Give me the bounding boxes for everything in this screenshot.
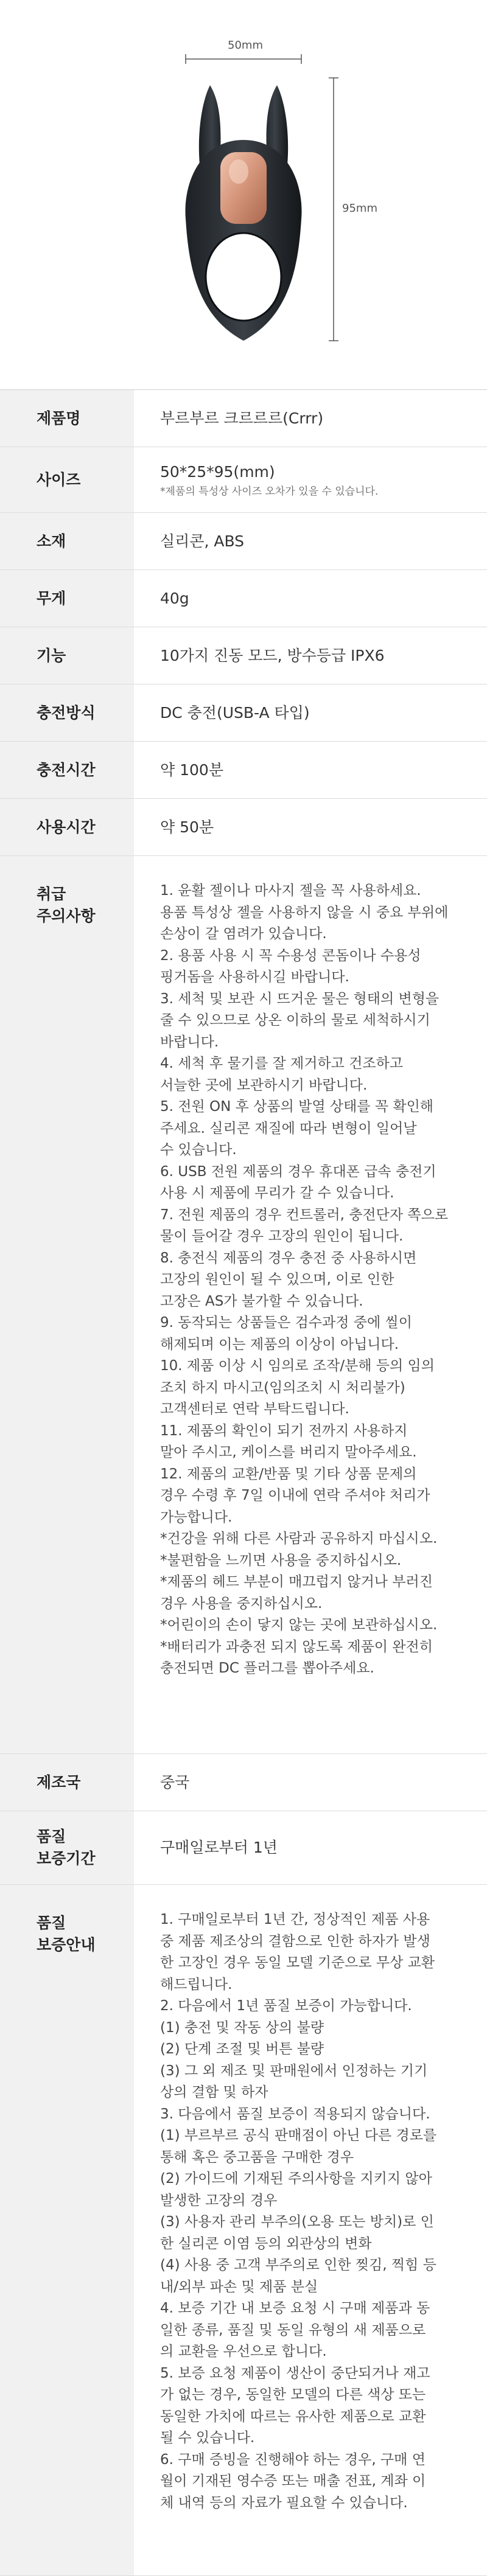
text-line: 5. 전원 ON 후 상품의 발열 상태를 꼭 확인해 (160, 1099, 434, 1115)
text-line: 가능합니다. (160, 1509, 233, 1525)
text-line: *어린이의 손이 닿지 않는 곳에 보관하십시오. (160, 1617, 438, 1633)
text-line: 경우 수령 후 7일 이내에 연락 주셔야 처리가 (160, 1488, 430, 1503)
text-line: 중 제품 제조상의 결함으로 인한 하자가 발생 (160, 1933, 430, 1949)
spec-label: 충전방식 (0, 684, 134, 741)
text-line: 5. 보증 요청 제품이 생산이 중단되거나 재고 (160, 2365, 430, 2381)
spec-value: 10가지 진동 모드, 방수등급 IPX6 (160, 646, 385, 664)
text-line: 10. 제품 이상 시 임의로 조작/분해 등의 임의 (160, 1358, 435, 1374)
text-line: (1) 충전 및 작동 상의 불량 (160, 2019, 324, 2036)
text-line: 해드립니다. (160, 1976, 233, 1993)
text-line: 월이 기재된 영수증 또는 매출 전표, 계좌 이 (160, 2473, 426, 2489)
warranty-info-label (0, 1885, 134, 2575)
text-line: 가 없는 경우, 동일한 모델의 다른 색상 또는 (160, 2387, 426, 2403)
spec-value: 중국 (160, 1773, 190, 1791)
text-line: (1) 부르부르 공식 판매점이 아닌 다른 경로를 (160, 2128, 437, 2143)
text-line: 고객센터로 연락 부탁드립니다. (160, 1401, 349, 1417)
text-line: 11. 제품의 확인이 되기 전까지 사용하지 (160, 1422, 408, 1439)
text-line: 동일한 가치에 따르는 유사한 제품으로 교환 (160, 2408, 426, 2425)
spec-value: 약 50분 (160, 818, 214, 836)
warranty-period-label-line: 품질 (37, 1828, 66, 1845)
text-line: 손상이 갈 염려가 있습니다. (160, 926, 327, 942)
caution-label-line: 주의사항 (37, 907, 96, 925)
spec-value: 실리콘, ABS (160, 532, 245, 550)
spec-row-usage-time (0, 799, 487, 856)
text-line: *건강을 위해 다른 사람과 공유하지 마십시오. (160, 1531, 438, 1547)
spec-row-size (0, 447, 487, 513)
caution-list (134, 856, 487, 1753)
product-dimension-drawing (0, 0, 487, 389)
caution-label (0, 856, 134, 1753)
text-line: 체 내역 등의 자료가 필요할 수 있습니다. (160, 2494, 408, 2511)
spec-table (0, 389, 487, 2576)
size-tolerance-note: *제품의 특성상 사이즈 오차가 있을 수 있습니다. (160, 485, 379, 498)
spec-value: DC 충전(USB-A 타입) (160, 703, 310, 722)
spec-value: 약 100분 (160, 761, 223, 779)
text-line: 충전되면 DC 플러그를 뽑아주세요. (160, 1660, 374, 1676)
text-line: 바랍니다. (160, 1034, 219, 1050)
spec-value: 40g (160, 589, 189, 607)
text-line: 말아 주시고, 케이스를 버리지 말아주세요. (160, 1444, 417, 1460)
text-line: 조치 하지 마시고(임의조치 시 처리불가) (160, 1379, 405, 1396)
spec-label: 무게 (0, 570, 134, 627)
text-line: 3. 세척 및 보관 시 뜨거운 물은 형태의 변형을 (160, 990, 440, 1007)
spec-row-charging-method (0, 684, 487, 742)
text-line: 1. 구매일로부터 1년 간, 정상적인 제품 사용 (160, 1912, 430, 1927)
text-line: 해제되며 이는 제품의 이상이 아닙니다. (160, 1336, 399, 1352)
spec-label: 기능 (0, 627, 134, 684)
text-line: *제품의 헤드 부분이 매끄럽지 않거나 부러진 (160, 1574, 433, 1590)
text-line: 핑거돔을 사용하시길 바랍니다. (160, 969, 349, 985)
spec-row-charging-time (0, 742, 487, 799)
warranty-info-label-line: 보증안내 (37, 1936, 96, 1954)
caution-label-line: 취급 (37, 885, 66, 903)
text-line: 4. 보증 기간 내 보증 요청 시 구매 제품과 동 (160, 2300, 430, 2316)
spec-row-warranty-period (0, 1811, 487, 1885)
text-line: (3) 사용자 관리 부주의(오용 또는 방치)로 인 (160, 2214, 434, 2230)
text-line: (3) 그 외 제조 및 판매원에서 인정하는 기기 (160, 2063, 428, 2079)
copper-button-panel (220, 152, 267, 224)
text-line: 의 교환을 우선으로 합니다. (160, 2344, 327, 2359)
width-dimension-line (186, 54, 301, 64)
text-line: (2) 가이드에 기재된 주의사항을 지키지 않아 (160, 2171, 432, 2187)
text-line: 7. 전원 제품의 경우 컨트롤러, 충전단자 쪽으로 (160, 1206, 449, 1223)
text-line: 4. 세척 후 물기를 잘 제거하고 건조하고 (160, 1056, 404, 1071)
text-line: 수 있습니다. (160, 1142, 237, 1158)
text-line: 9. 동작되는 상품들은 검수과정 중에 씰이 (160, 1315, 412, 1331)
text-line: 1. 윤활 젤이나 마사지 젤을 꼭 사용하세요. (160, 883, 421, 899)
text-line: 사용 시 제품에 무리가 갈 수 있습니다. (160, 1185, 394, 1201)
text-line: 물이 들어갈 경우 고장의 원인이 됩니다. (160, 1228, 404, 1244)
text-line: 한 고장인 경우 동일 모델 기준으로 무상 교환 (160, 1955, 435, 1971)
text-line: 한 실리콘 이염 등의 외관상의 변화 (160, 2235, 372, 2252)
text-line: 내/외부 파손 및 제품 분실 (160, 2278, 318, 2295)
text-line: 6. USB 전원 제품의 경우 휴대폰 급속 충전기 (160, 1163, 436, 1180)
warranty-info-list (134, 1885, 487, 2575)
text-line: 줄 수 있으므로 상온 이하의 물로 세척하시기 (160, 1012, 430, 1028)
spec-row-origin (0, 1754, 487, 1811)
spec-label: 소재 (0, 513, 134, 569)
text-line: 2. 용품 사용 시 꼭 수용성 콘돔이나 수용성 (160, 947, 421, 964)
text-line: *불편함을 느끼면 사용을 중지하십시오. (160, 1552, 402, 1568)
spec-row-name (0, 389, 487, 447)
text-line: 고장의 원인이 될 수 있으며, 이로 인한 (160, 1272, 394, 1287)
text-line: 서늘한 곳에 보관하시기 바랍니다. (160, 1077, 368, 1093)
spec-label: 사용시간 (0, 799, 134, 855)
spec-row-warranty-info (0, 1885, 487, 2576)
spec-value: 50*25*95(mm) (160, 462, 275, 481)
warranty-period-label-line: 보증기간 (37, 1850, 96, 1867)
text-line: 될 수 있습니다. (160, 2430, 255, 2446)
warranty-info-label-line: 품질 (37, 1914, 66, 1932)
spec-row-function (0, 627, 487, 684)
height-label: 95mm (342, 202, 377, 215)
spec-row-caution (0, 856, 487, 1754)
spec-label: 사이즈 (0, 447, 134, 512)
text-line: 6. 구매 증빙을 진행해야 하는 경우, 구매 연 (160, 2451, 426, 2468)
text-line: 일한 종류, 품질 및 동일 유형의 새 제품으로 (160, 2322, 426, 2338)
text-line: 상의 결함 및 하자 (160, 2084, 268, 2100)
spec-label: 충전시간 (0, 742, 134, 798)
spec-value: 부르부르 크르르르(Crrr) (160, 409, 324, 427)
spec-value: 구매일로부터 1년 (160, 1839, 278, 1856)
text-line: 고장은 AS가 불가할 수 있습니다. (160, 1293, 363, 1309)
text-line: 발생한 고장의 경우 (160, 2192, 278, 2209)
height-dimension-line (329, 78, 338, 341)
warranty-period-label (0, 1811, 134, 1884)
text-line: 12. 제품의 교환/반품 및 기타 상품 문제의 (160, 1466, 417, 1482)
text-line: (2) 단계 조절 및 버튼 불량 (160, 2041, 324, 2057)
text-line: 용품 특성상 젤을 사용하지 않을 시 중요 부위에 (160, 904, 449, 921)
text-line: *배터리가 과충전 되지 않도록 제품이 완전히 (160, 1638, 433, 1655)
spec-value-container (134, 447, 487, 512)
text-line: 경우 사용을 중지하십시오. (160, 1595, 323, 1612)
text-line: (4) 사용 중 고객 부주의로 인한 찢김, 찍힘 등 (160, 2257, 436, 2273)
text-line: 3. 다음에서 품질 보증이 적용되지 않습니다. (160, 2106, 430, 2122)
text-line: 2. 다음에서 1년 품질 보증이 가능합니다. (160, 1998, 412, 2014)
spec-label: 제조국 (0, 1754, 134, 1811)
product-image-section (0, 0, 487, 389)
spec-row-material (0, 513, 487, 570)
text-line: 통해 혹은 중고품을 구매한 경우 (160, 2149, 354, 2165)
width-label: 50mm (228, 39, 263, 52)
text-line: 주세요. 실리콘 재질에 따라 변형이 일어날 (160, 1120, 417, 1137)
text-line: 8. 충전식 제품의 경우 충전 중 사용하시면 (160, 1250, 417, 1266)
spec-label: 제품명 (0, 390, 134, 447)
spec-row-weight (0, 570, 487, 627)
